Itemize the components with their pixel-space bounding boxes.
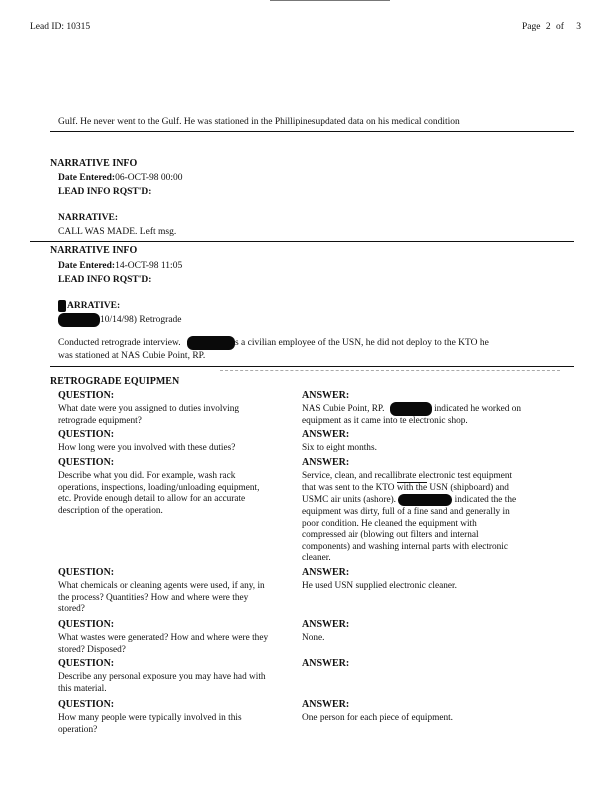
question-text: What chemicals or cleaning agents were used, if any, in the process? Quantities? How and where were they stored? <box>58 581 265 615</box>
answer-label: ANSWER: <box>302 658 350 669</box>
narrative-paragraph: Conducted retrograde interview. s a civilian employee of the USN, he did not deploy to the KTO he was stationed at NAS Cubie Point, RP. <box>58 336 578 362</box>
lead-id: Lead ID: 10315 <box>30 22 91 32</box>
redaction <box>58 313 100 327</box>
answer-text: Service, clean, and recallibrate electronic test equipment that was sent to the KTO with the USN (shipboard) and USMC air units (ashore). indicated the the equipment was dirty, full of a fine sand and generally in poor condition. He cleaned the equipment with compressed air (blowing out filters and internal components) and washing internal parts with electronic cleaner. <box>302 471 517 564</box>
question-text: Describe what you did. For example, wash rack operations, inspections, loading/unloading equipment, etc. Provide enough detail to allow for an accurate description of the operation. <box>58 471 260 516</box>
page-word: Page <box>522 22 541 32</box>
narrative-label: ARRATIVE: <box>58 300 120 312</box>
lead-info-label: LEAD INFO RQST'D: <box>58 187 152 197</box>
answer-text: He used USN supplied electronic cleaner. <box>302 581 457 591</box>
page-indicator <box>522 22 581 32</box>
question-label: QUESTION: <box>58 429 115 440</box>
question-label: QUESTION: <box>58 390 115 401</box>
redaction <box>398 494 452 506</box>
divider <box>50 131 574 132</box>
section-title: NARRATIVE INFO <box>50 245 138 256</box>
faint-line <box>220 370 560 371</box>
question-label: QUESTION: <box>58 658 115 669</box>
answer-label: ANSWER: <box>302 457 350 468</box>
date-label: Date Entered: <box>58 261 116 271</box>
redaction <box>58 300 66 312</box>
date-entered-row <box>58 172 183 184</box>
retrograde-title: RETROGRADE EQUIPMEN <box>50 376 180 387</box>
page-of: of <box>555 22 564 32</box>
redaction <box>187 336 235 350</box>
date-value: 06-OCT-98 00:00 <box>115 173 183 183</box>
question-label: QUESTION: <box>58 699 115 710</box>
divider <box>50 366 574 367</box>
question-text: How many people were typically involved in this operation? <box>58 713 242 735</box>
carryover-text: Gulf. He never went to the Gulf. He was stationed in the Phillipinesupdated data on his medical condition <box>58 117 460 127</box>
answer-label: ANSWER: <box>302 699 350 710</box>
answer-text: NAS Cubie Point, RP. indicated he worked on equipment as it came into te electronic shop. <box>302 402 572 428</box>
answer-label: ANSWER: <box>302 429 350 440</box>
answer-label: ANSWER: <box>302 567 350 578</box>
narrative-line: 10/14/98) Retrograde <box>58 313 182 327</box>
page-total: 3 <box>576 22 582 32</box>
question-text: What wastes were generated? How and where were they stored? Disposed? <box>58 633 269 655</box>
answer-text: Six to eight months. <box>302 443 377 453</box>
question-label: QUESTION: <box>58 567 115 578</box>
narrative-label: NARRATIVE: <box>58 213 118 223</box>
question-text: Describe any personal exposure you may have had with this material. <box>58 672 266 694</box>
redaction <box>390 402 432 416</box>
question-text: How long were you involved with these duties? <box>58 443 236 453</box>
answer-label: ANSWER: <box>302 619 350 630</box>
divider <box>30 241 574 242</box>
answer-text: None. <box>302 633 325 643</box>
narrative-text: CALL WAS MADE. Left msg. <box>58 227 177 237</box>
answer-text: One person for each piece of equipment. <box>302 713 454 723</box>
lead-info-label: LEAD INFO RQST'D: <box>58 275 152 285</box>
question-label: QUESTION: <box>58 457 115 468</box>
question-text: What date were you assigned to duties involving retrograde equipment? <box>58 404 239 426</box>
page-number: 2 <box>545 22 551 32</box>
date-label: Date Entered: <box>58 173 116 183</box>
date-entered-row <box>58 260 182 272</box>
answer-label: ANSWER: <box>302 390 350 401</box>
date-value: 14-OCT-98 11:05 <box>115 261 183 271</box>
question-label: QUESTION: <box>58 619 115 630</box>
top-scan-line <box>270 0 390 1</box>
section-title: NARRATIVE INFO <box>50 158 138 169</box>
